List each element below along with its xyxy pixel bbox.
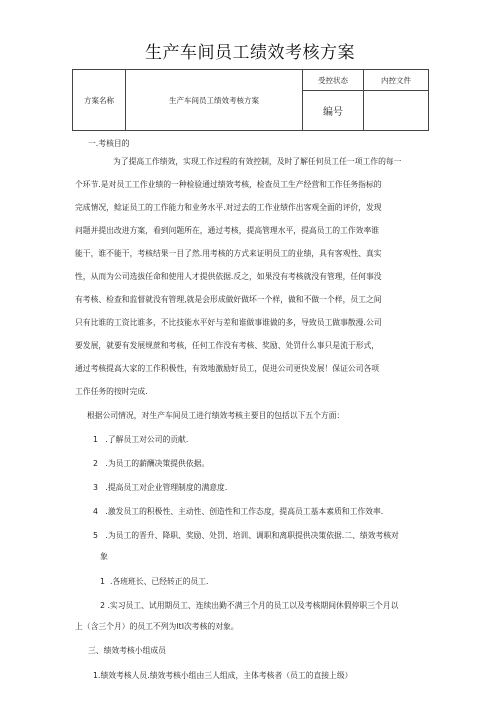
number-label: 编号	[303, 91, 364, 131]
list-item-text: .为员工的薪酬决策提供依据。	[105, 459, 210, 468]
paragraph-line: 为了提高工作绩效，实现工作过程的有效控制，及时了解任何员工任一项工作的每一	[113, 157, 402, 166]
paragraph-line: 能干，谁不能干，考核结果一目了然.用考核的方式来证明员工的业绩，具有客观性、真实	[75, 249, 382, 258]
header-table	[72, 69, 429, 131]
scheme-name-label: 方案名称	[73, 70, 126, 131]
list-item	[93, 434, 188, 446]
list-item-text: .了解员工对公司的贡献.	[105, 435, 189, 444]
scheme-name-value: 生产车间员工绩效考核方案	[126, 70, 303, 131]
list-item-number: 3	[93, 483, 98, 492]
scope-item-line: 上（含三个月）的员工不列为ItI次考核的对象。	[75, 622, 239, 631]
list-item-number: 4	[93, 507, 98, 516]
list-item-text: .激发员工的积极性、主动性、创造性和工作态度，提高员工基本素质和工作效率.	[105, 507, 384, 516]
list-item	[93, 506, 383, 518]
scope-item	[100, 576, 208, 588]
scope-item-line: 2 .实习员工、试用期员工、连续出勤不满三个月的员工以及考核期间休假停职三个月以	[100, 601, 399, 610]
list-item-text: .提高员工对企业管理制度的满意度.	[105, 483, 228, 492]
list-item-number: 5	[93, 531, 98, 540]
list-item-number: 2	[93, 459, 98, 468]
section-heading-team: 三、绩效考核小组成员	[88, 646, 166, 655]
scope-item-number: 1	[100, 577, 105, 586]
list-item	[93, 458, 209, 470]
paragraph-line: 只有比谁的工资比谁多，不比技能水平好与差和谁做事谁做的多，导致员工做事散漫.公司	[75, 318, 382, 327]
list-item	[93, 530, 399, 542]
paragraph-line: 问题并提出改进方案，看到问题所在，通过考核，提高管理水平，提高员工的工作效率谁	[75, 226, 380, 235]
list-item-continuation: 象	[100, 552, 108, 561]
list-item-text: .为员工的晋升、降职、奖励、处罚、培训、调职和离职提供决策依据.二、绩效考核对	[105, 531, 399, 540]
list-item-number: 1	[93, 435, 98, 444]
number-value	[364, 91, 429, 131]
controlled-status-label: 受控状态	[303, 70, 364, 91]
document-type-value: 内控文件	[364, 70, 429, 91]
list-item	[93, 482, 227, 494]
intro-paragraph: 根据公司情况，对生产车间员工进行绩效考核主要目的包括以下五个方面：	[87, 411, 345, 420]
paragraph-line: 完成情况，鲶证员工的工作能力和业务水平.对过去的工作业绩作出客观全面的评价，发现	[75, 203, 382, 212]
paragraph-line: 1.绩效考核人员.绩效考核小组由三人组成，主体考核者（员工的直接上级）	[93, 671, 353, 680]
paragraph-line: 通过考核提高大家的工作积极性，有效地激励好员工，促进公司更快发展！保证公司各项	[75, 364, 380, 373]
paragraph-line: 个环节.是对员工工作业绩的一种检验通过绩效考核，检查员工生产经营和工作任务指标的	[75, 180, 382, 189]
scope-item-text: .各班班长、已经转正的员工.	[109, 577, 209, 586]
document-title: 生产车间员工绩效考核方案	[145, 43, 355, 63]
paragraph-line: 要发展，就要有发展规蔗和考核，任何工作没有考核、奖励、处罚什么事只是流于形式，	[75, 341, 380, 350]
paragraph-line: 有考核、检查和监督就没有管理,就是会形成做好做坏一个样，做和不做一个样，员工之间	[75, 295, 382, 304]
paragraph-line: 性，从而为公司选拔任命和使用人才提供依据.反之，如果没有考核就没有管理，任何事没	[75, 272, 382, 281]
section-heading-objective: 一.考核目的	[88, 139, 130, 148]
paragraph-line: 工作任务的按时完成.	[75, 387, 148, 396]
